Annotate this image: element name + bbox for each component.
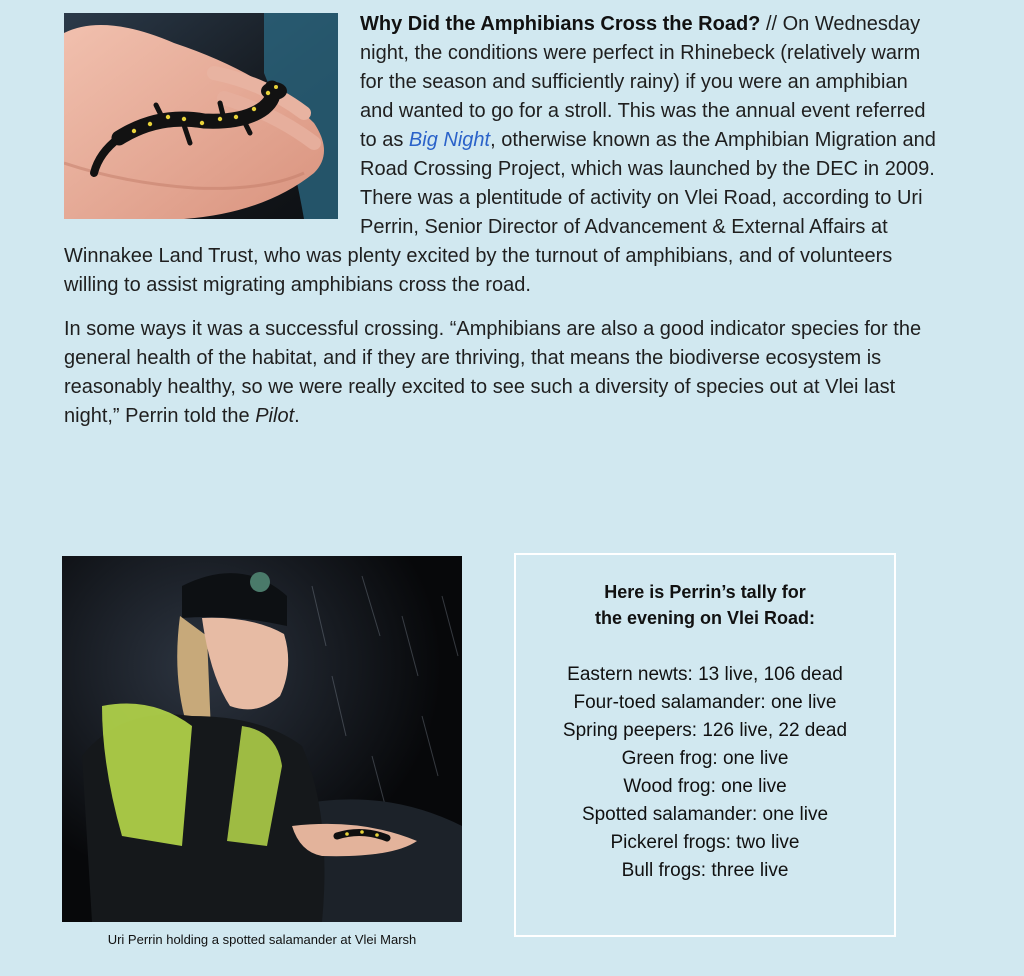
tally-item: Bull frogs: three live [621, 860, 789, 881]
paragraph-2-end: . [294, 405, 300, 427]
tally-item: Four-toed salamander: one live [573, 692, 837, 713]
uri-perrin-photo [62, 556, 462, 922]
tally-item: Pickerel frogs: two live [610, 832, 800, 853]
tally-item: Green frog: one live [621, 748, 789, 769]
tally-title-line-1: Here is Perrin’s tally for [604, 582, 806, 602]
article-top [64, 0, 944, 431]
pilot-publication-name: Pilot [255, 405, 295, 427]
tally-item: Wood frog: one live [623, 776, 787, 797]
headline-separator: // [760, 13, 783, 35]
tally-title [516, 579, 894, 631]
big-night-link[interactable]: Big Night [408, 129, 491, 151]
tally-box [514, 553, 896, 937]
article-paragraph-2 [64, 315, 944, 431]
tally-list [516, 661, 894, 885]
paragraph-1-text-b: , otherwise known as the Amphibian Migration and Road Crossing Project, which was launched by the DEC in 2009. There was a plentitude of activity on Vlei Road, according to Uri Perrin, Senior Director of Advancement & External Affairs at Winnakee Land Trust, who was plenty excited by the turnout of amphibians, and of volunteers willing to assist migrating amphibians cross the road. [64, 129, 936, 296]
paragraph-2-text: In some ways it was a successful crossing. “Amphibians are also a good indicator species for the general health of the habitat, and if they are thriving, that means the biodiverse ecosystem is reasonably healthy, so we were really excited to see such a diversity of species out at Vlei last night,” Perrin told the [64, 318, 922, 427]
tally-item: Eastern newts: 13 live, 106 dead [567, 664, 843, 685]
tally-item: Spotted salamander: one live [581, 804, 829, 825]
tally-item: Spring peepers: 126 live, 22 dead [562, 720, 848, 741]
paragraph-1-text-a: On Wednesday night, the conditions were perfect in Rhinebeck (relatively warm for the season and sufficiently rainy) if you were an amphibian and wanted to go for a stroll. This was the annual event referred to as [360, 13, 926, 151]
photo-caption: Uri Perrin holding a spotted salamander at Vlei Marsh [107, 932, 417, 947]
tally-title-line-2: the evening on Vlei Road: [594, 608, 816, 628]
article-headline: Why Did the Amphibians Cross the Road? [360, 13, 761, 35]
salamander-hand-photo [64, 13, 338, 219]
